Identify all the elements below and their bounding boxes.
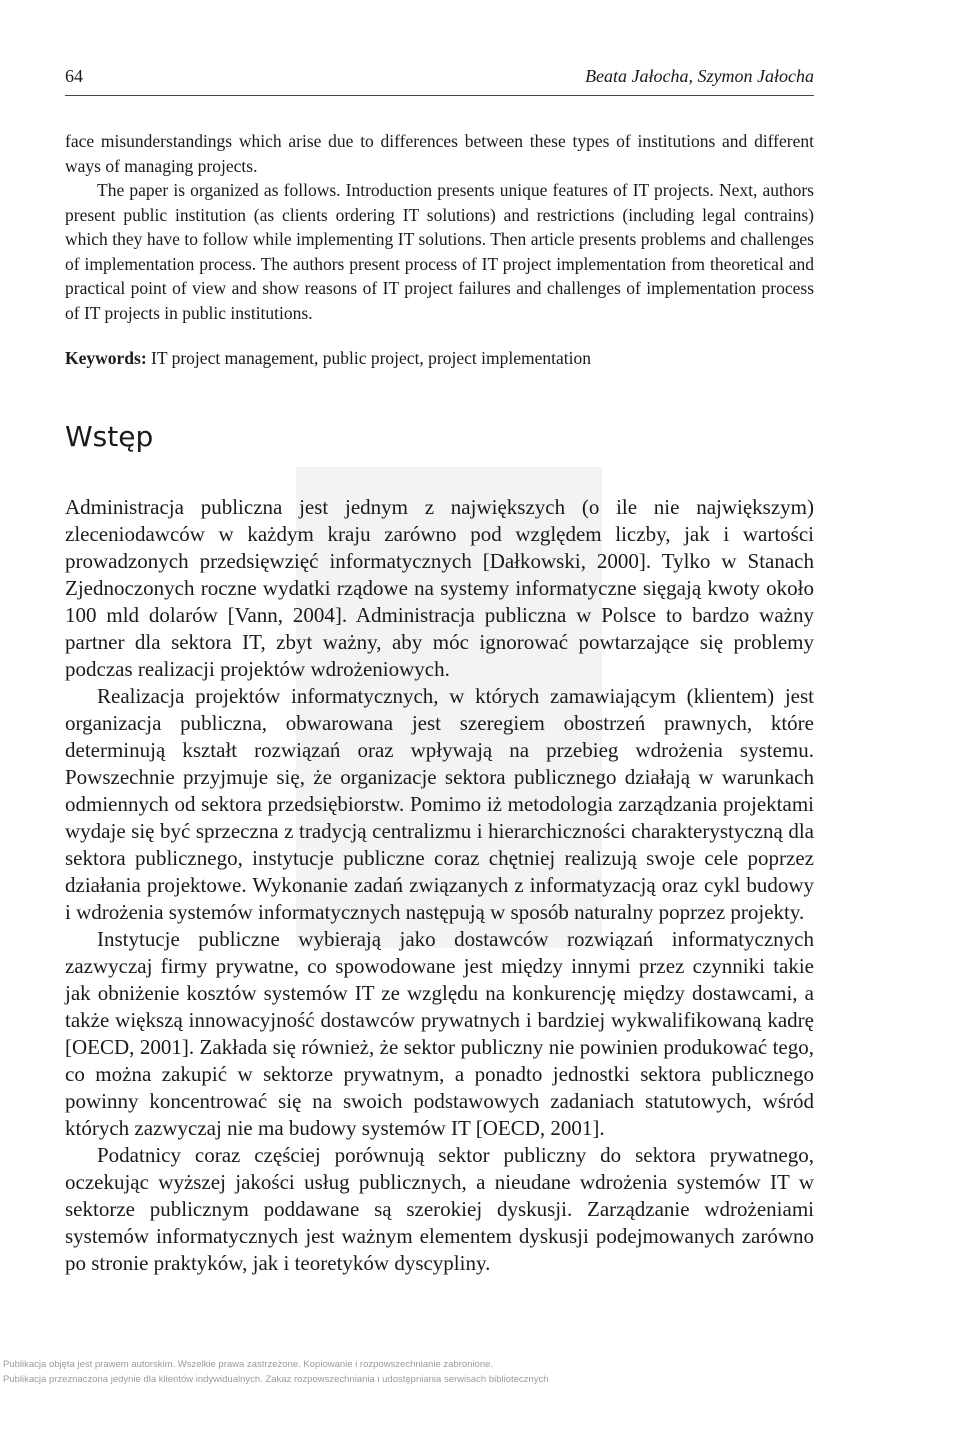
footer-line: Publikacja przeznaczona jedynie dla klientów indywidualnych. Zakaz rozpowszechniania i udostępniania serwisach bibliotecznych: [3, 1374, 549, 1385]
section-title: Wstęp: [65, 420, 154, 453]
body-paragraph: Podatnicy coraz częściej porównują sektor publiczny do sektora prywatnego, oczekując wyższej jakości usług publicznych, a nieudane wdrożenia systemów IT w sektorze publicznym poddawane są szerokiej dyskusji. Zarządzanie wdrożeniami systemów informatycznych jest ważnym elementem dyskusji podejmowanych zarówno po stronie praktyków, jak i teoretyków dyscypliny.: [65, 1143, 814, 1275]
abstract-paragraph: The paper is organized as follows. Introduction presents unique features of IT projects. Next, authors present public institution (as clients ordering IT solutions) and restrictions (including legal contrains) which they have to follow while implementing IT solutions. Then article presents problems and challenges of implementation process. The authors present process of IT project implementation from theoretical and practical point of view and show reasons of IT project failures and challenges of implementation process of IT projects in public institutions.: [65, 180, 814, 323]
english-abstract: [65, 129, 814, 325]
page-number: 64: [65, 66, 83, 86]
running-header: [65, 66, 814, 96]
copyright-footer: [3, 1357, 549, 1387]
section-body: [65, 494, 814, 1277]
abstract-paragraph: face misunderstandings which arise due to differences between these types of institutions and different ways of managing projects.: [65, 131, 814, 176]
running-header-authors: Beata Jałocha, Szymon Jałocha: [585, 66, 814, 86]
body-paragraph: Realizacja projektów informatycznych, w których zamawiającym (klientem) jest organizacja publiczna, obwarowana jest szeregiem obostrzeń prawnych, które determinują kształt rozwiązań oraz wpływają na przebieg wdrożenia systemu. Powszechnie przyjmuje się, że organizacje sektora publicznego działają w warunkach odmiennych od sektora przedsiębiorstw. Pomimo iż metodologia zarządzania projektami wydaje się być sprzeczna z tradycją centralizmu i hierarchiczności charakterystyczną dla sektora publicznego, instytucje publiczne coraz chętniej realizują swoje cele poprzez działania projektowe. Wykonanie zadań związanych z informatyzacją oraz cykl budowy i wdrożenia systemów informatycznych następują w sposób naturalny poprzez projekty.: [65, 684, 814, 924]
keywords-text: IT project management, public project, project implementation: [146, 348, 591, 368]
body-paragraph: Instytucje publiczne wybierają jako dostawców rozwiązań informatycznych zazwyczaj firmy prywatne, co spowodowane jest między innymi przez czynniki takie jak obniżenie kosztów systemów IT ze względu na konkurencję między dostawcami, a także większą innowacyjność dostawców prywatnych i bardziej wykwalifikowaną kadrę [OECD, 2001]. Zakłada się również, że sektor publiczny nie powinien produkować tego, co można zakupić w sektorze prywatnym, a ponadto jednostki sektora publicznego powinny koncentrować się na swoich podstawowych zadaniach statutowych, wśród których zazwyczaj nie ma budowy systemów IT [OECD, 2001].: [65, 927, 814, 1140]
keywords-line: [65, 346, 814, 370]
body-paragraph: Administracja publiczna jest jednym z największych (o ile nie największym) zleceniodawców w każdym kraju zarówno pod względem liczby, jak i wartości prowadzonych przedsięwzięć informatycznych [Dałkowski, 2000]. Tylko w Stanach Zjednoczonych roczne wydatki rządowe na systemy informatyczne sięgają kwoty około 100 mld dolarów [Vann, 2004]. Administracja publiczna w Polsce to bardzo ważny partner dla sektora IT, zbyt ważny, aby móc ignorować powtarzające się problemy podczas realizacji projektów wdrożeniowych.: [65, 495, 814, 681]
footer-line: Publikacja objęta jest prawem autorskim. Wszelkie prawa zastrzeżone. Kopiowanie i rozpowszechnianie zabronione.: [3, 1359, 494, 1370]
keywords-label: Keywords:: [65, 348, 147, 368]
